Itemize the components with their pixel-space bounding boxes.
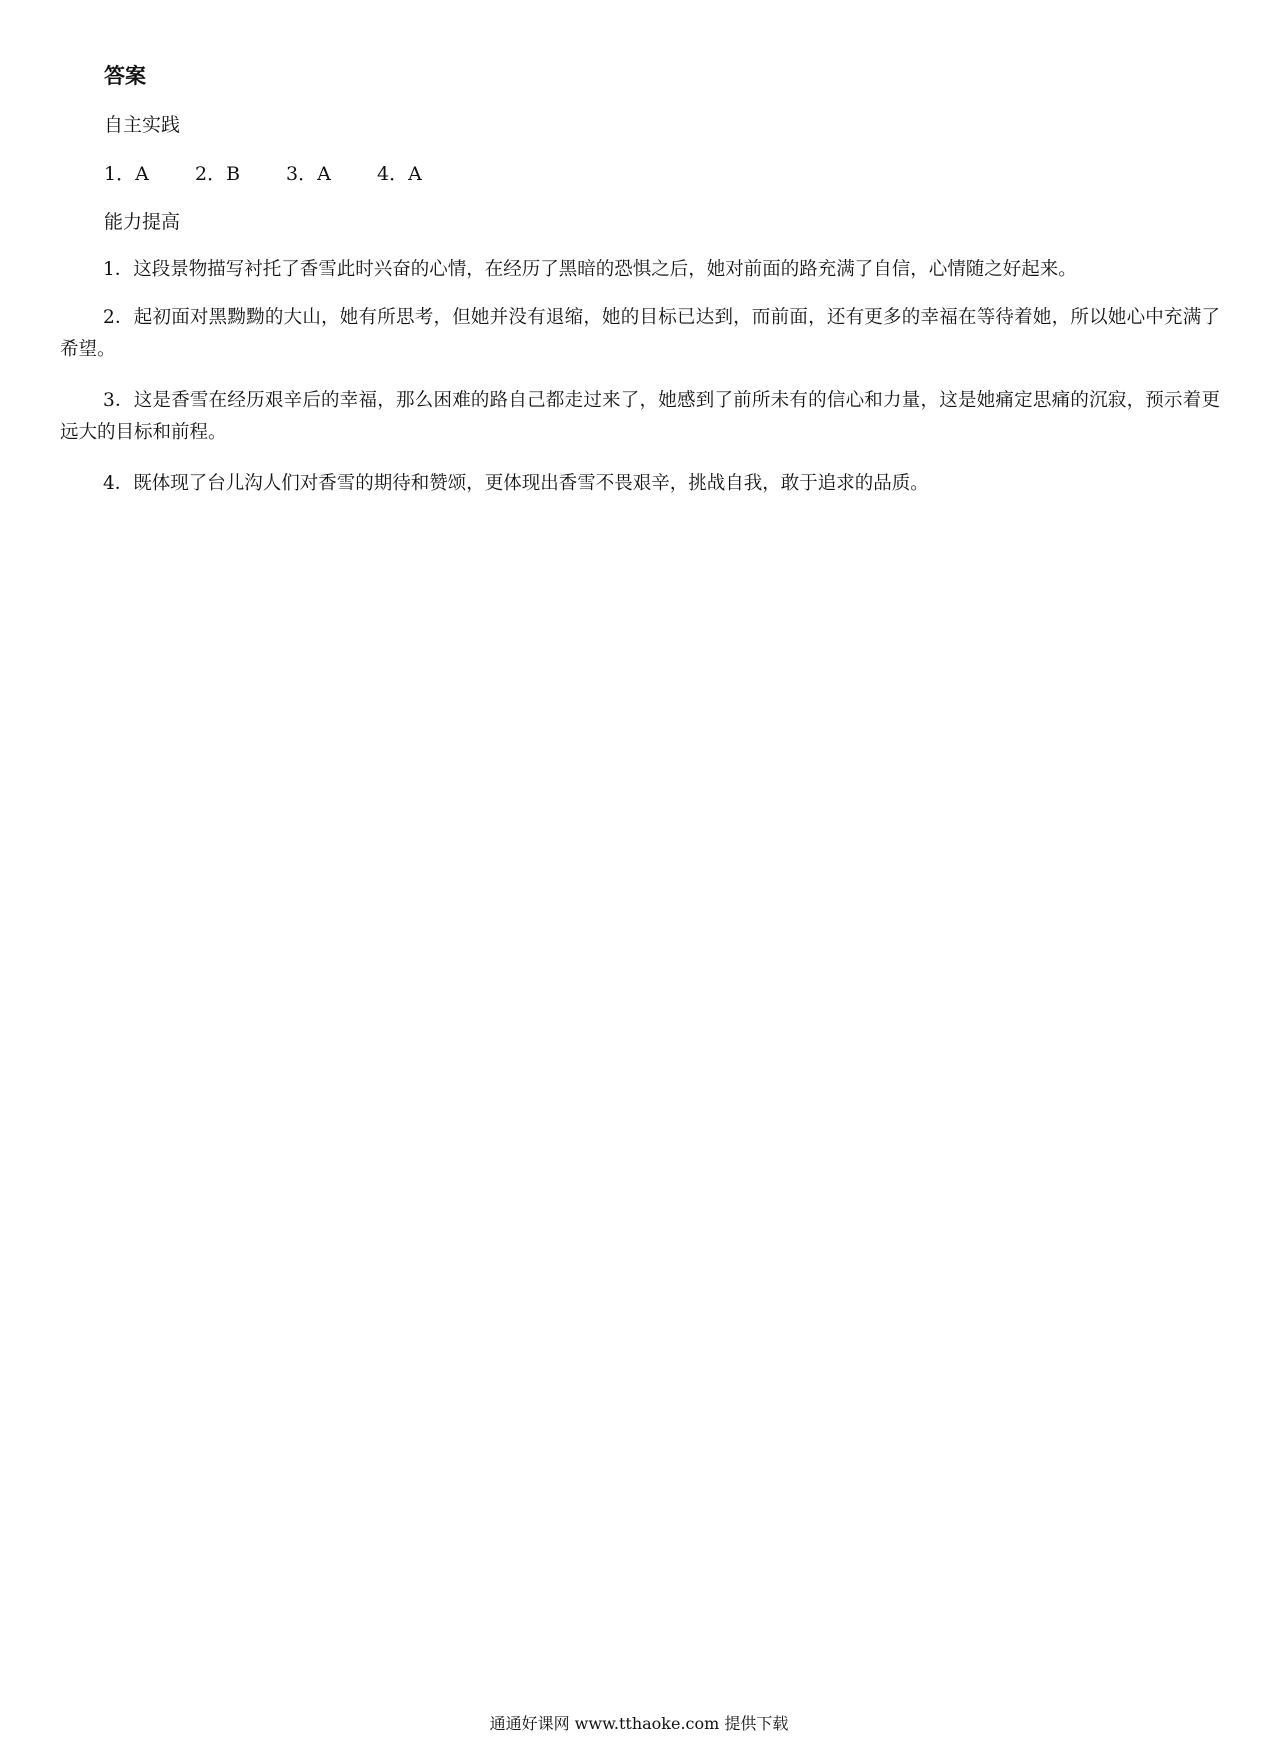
choice-answer: 1．A — [104, 163, 149, 185]
answer-paragraph: 1．这段景物描写衬托了香雪此时兴奋的心情，在经历了黑暗的恐惧之后，她对前面的路充满了自信，心情随之好起来。 — [103, 259, 1077, 280]
section-heading-improve: 能力提高 — [104, 211, 181, 233]
answer-paragraph: 2．起初面对黑黝黝的大山，她有所思考，但她并没有退缩，她的目标已达到，而前面，还有更多的幸福在等待着她，所以她心中充满了希望。 — [60, 307, 1220, 360]
choice-answer: 4．A — [377, 163, 422, 185]
answer-paragraph: 4．既体现了台儿沟人们对香雪的期待和赞颂，更体现出香雪不畏艰辛，挑战自我，敢于追求的品质。 — [103, 473, 929, 494]
choice-answer: 2．B — [195, 163, 241, 185]
choice-answers — [104, 161, 468, 187]
answer-title: 答案 — [104, 64, 146, 88]
page-footer: 通通好课网 www.tthaoke.com 提供下载 — [489, 1714, 789, 1733]
choice-answer: 3．A — [286, 163, 331, 185]
section-heading-practice: 自主实践 — [104, 114, 181, 136]
answer-paragraph: 3．这是香雪在经历艰辛后的幸福，那么困难的路自己都走过来了，她感到了前所未有的信心和力量，这是她痛定思痛的沉寂，预示着更远大的目标和前程。 — [60, 390, 1220, 443]
